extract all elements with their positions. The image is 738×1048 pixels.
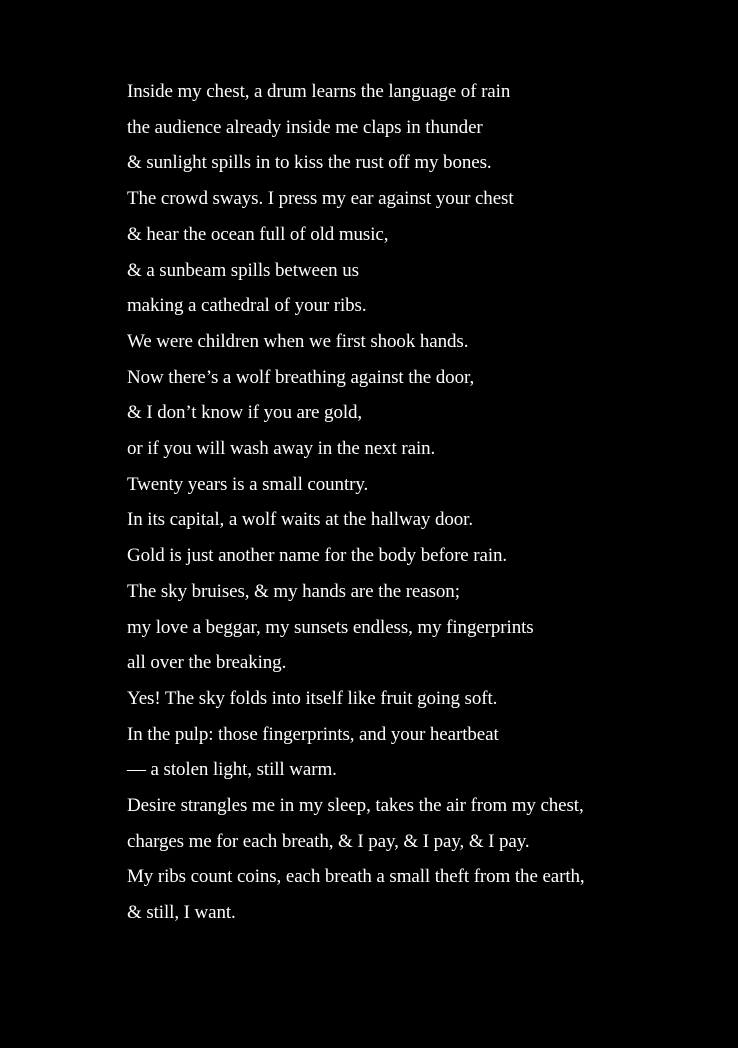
poem-line-14: Gold is just another name for the body before rain. — [127, 545, 508, 567]
poem-line-17: all over the breaking. — [127, 652, 287, 674]
poem-line-6: & a sunbeam spills between us — [127, 259, 359, 281]
poem-line-12: Twenty years is a small country. — [127, 473, 369, 495]
poem-line-9: Now there’s a wolf breathing against the door, — [127, 366, 475, 388]
poem-line-5: & hear the ocean full of old music, — [127, 223, 389, 245]
poem-line-2: the audience already inside me claps in thunder — [127, 116, 483, 138]
poem-line-7: making a cathedral of your ribs. — [127, 295, 367, 317]
poem-line-4: The crowd sways. I press my ear against your chest — [127, 188, 514, 210]
poem-line-19: In the pulp: those fingerprints, and your heartbeat — [127, 723, 499, 745]
poem-line-3: & sunlight spills in to kiss the rust off my bones. — [127, 152, 492, 174]
poem-body — [127, 74, 727, 931]
poem-line-1: Inside my chest, a drum learns the language of rain — [127, 81, 511, 102]
poem-line-20: — a stolen light, still warm. — [127, 759, 337, 781]
poem-line-8: We were children when we first shook hands. — [127, 330, 469, 352]
poem-line-22: charges me for each breath, & I pay, & I pay, & I pay. — [127, 830, 530, 852]
poem-line-23: My ribs count coins, each breath a small theft from the earth, — [127, 866, 585, 888]
poem-line-15: The sky bruises, & my hands are the reason; — [127, 580, 460, 602]
poem-line-16: my love a beggar, my sunsets endless, my fingerprints — [127, 616, 534, 638]
poem-line-24: & still, I want. — [127, 902, 236, 924]
poem-line-18: Yes! The sky folds into itself like fruit going soft. — [127, 687, 498, 709]
poem-line-11: or if you will wash away in the next rain. — [127, 438, 436, 460]
poem-line-13: In its capital, a wolf waits at the hallway door. — [127, 509, 473, 531]
poem-line-21: Desire strangles me in my sleep, takes the air from my chest, — [127, 795, 584, 817]
poem-line-10: & I don’t know if you are gold, — [127, 402, 363, 424]
